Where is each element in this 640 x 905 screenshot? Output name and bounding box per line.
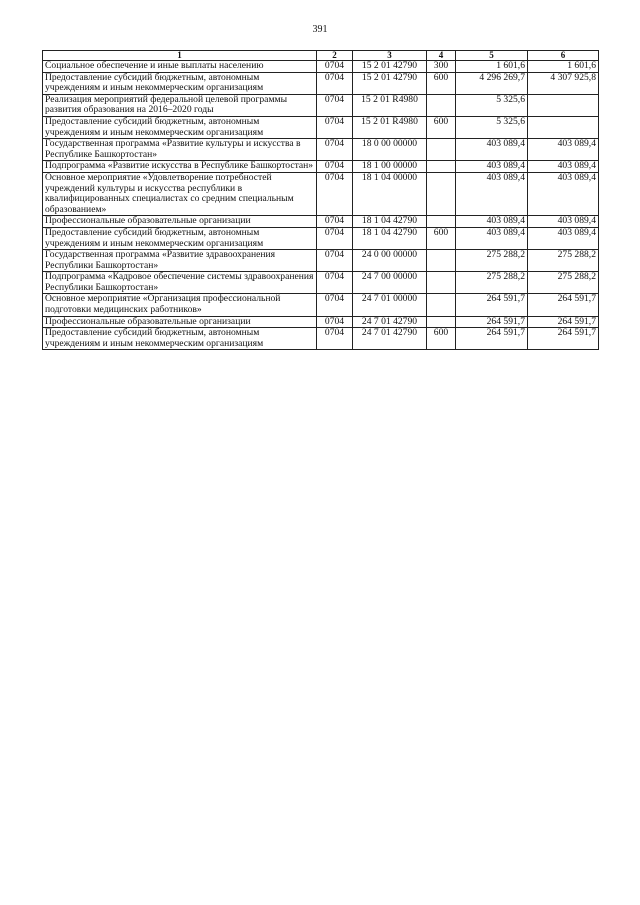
section-code-cell: 0704 xyxy=(317,161,353,173)
row-name-cell: Подпрограмма «Кадровое обеспечение системы здравоохранения Республики Башкортостан» xyxy=(43,272,317,294)
expense-type-cell xyxy=(427,216,456,228)
section-code-cell: 0704 xyxy=(317,250,353,272)
table-header-row xyxy=(43,51,599,61)
section-code-cell: 0704 xyxy=(317,216,353,228)
section-code-cell: 0704 xyxy=(317,316,353,328)
page-number: 391 xyxy=(312,24,328,35)
target-article-cell: 24 0 00 00000 xyxy=(353,250,427,272)
amount-col6-cell: 4 307 925,8 xyxy=(528,72,599,94)
expense-type-cell xyxy=(427,161,456,173)
column-header: 5 xyxy=(456,51,528,61)
amount-col6-cell: 403 089,4 xyxy=(528,172,599,215)
amount-col6-cell xyxy=(528,94,599,116)
amount-col5-cell: 5 325,6 xyxy=(456,116,528,138)
amount-col6-cell: 264 591,7 xyxy=(528,328,599,350)
table-row xyxy=(43,250,599,272)
row-name-cell: Предоставление субсидий бюджетным, автономным учреждениям и иным некоммерческим организациям xyxy=(43,72,317,94)
amount-col5-cell: 403 089,4 xyxy=(456,161,528,173)
amount-col6-cell: 403 089,4 xyxy=(528,161,599,173)
target-article-cell: 24 7 01 42790 xyxy=(353,328,427,350)
amount-col5-cell: 275 288,2 xyxy=(456,272,528,294)
row-name-cell: Государственная программа «Развитие культуры и искусства в Республике Башкортостан» xyxy=(43,139,317,161)
expense-type-cell xyxy=(427,250,456,272)
table-row xyxy=(43,328,599,350)
amount-col6-cell: 264 591,7 xyxy=(528,316,599,328)
column-header: 1 xyxy=(43,51,317,61)
table-row xyxy=(43,94,599,116)
expense-type-cell: 600 xyxy=(427,116,456,138)
table-row xyxy=(43,172,599,215)
expense-type-cell xyxy=(427,272,456,294)
expense-type-cell xyxy=(427,139,456,161)
row-name-cell: Основное мероприятие «Удовлетворение потребностей учреждений культуры и искусства республики в квалифицированных специалистах со средним специальным образованием» xyxy=(43,172,317,215)
table-row xyxy=(43,272,599,294)
target-article-cell: 18 1 04 42790 xyxy=(353,227,427,249)
row-name-cell: Реализация мероприятий федеральной целевой программы развития образования на 2016–2020 годы xyxy=(43,94,317,116)
row-name-cell: Предоставление субсидий бюджетным, автономным учреждениям и иным некоммерческим организациям xyxy=(43,227,317,249)
column-header: 4 xyxy=(427,51,456,61)
row-name-cell: Основное мероприятие «Организация профессиональной подготовки медицинских работников» xyxy=(43,294,317,316)
table-row xyxy=(43,61,599,73)
column-header: 2 xyxy=(317,51,353,61)
target-article-cell: 18 1 04 42790 xyxy=(353,216,427,228)
section-code-cell: 0704 xyxy=(317,139,353,161)
amount-col6-cell xyxy=(528,116,599,138)
amount-col5-cell: 264 591,7 xyxy=(456,316,528,328)
target-article-cell: 15 2 01 42790 xyxy=(353,72,427,94)
amount-col5-cell: 4 296 269,7 xyxy=(456,72,528,94)
target-article-cell: 18 1 04 00000 xyxy=(353,172,427,215)
row-name-cell: Предоставление субсидий бюджетным, автономным учреждениям и иным некоммерческим организациям xyxy=(43,116,317,138)
expense-type-cell xyxy=(427,94,456,116)
amount-col5-cell: 275 288,2 xyxy=(456,250,528,272)
section-code-cell: 0704 xyxy=(317,272,353,294)
expense-type-cell: 600 xyxy=(427,227,456,249)
amount-col6-cell: 264 591,7 xyxy=(528,294,599,316)
section-code-cell: 0704 xyxy=(317,172,353,215)
amount-col5-cell: 5 325,6 xyxy=(456,94,528,116)
target-article-cell: 24 7 00 00000 xyxy=(353,272,427,294)
expense-type-cell: 600 xyxy=(427,328,456,350)
section-code-cell: 0704 xyxy=(317,294,353,316)
row-name-cell: Профессиональные образовательные организации xyxy=(43,216,317,228)
amount-col6-cell: 1 601,6 xyxy=(528,61,599,73)
section-code-cell: 0704 xyxy=(317,328,353,350)
amount-col5-cell: 264 591,7 xyxy=(456,328,528,350)
row-name-cell: Предоставление субсидий бюджетным, автономным учреждениям и иным некоммерческим организациям xyxy=(43,328,317,350)
target-article-cell: 15 2 01 R4980 xyxy=(353,94,427,116)
row-name-cell: Государственная программа «Развитие здравоохранения Республики Башкортостан» xyxy=(43,250,317,272)
table-row xyxy=(43,139,599,161)
target-article-cell: 24 7 01 42790 xyxy=(353,316,427,328)
amount-col6-cell: 403 089,4 xyxy=(528,216,599,228)
section-code-cell: 0704 xyxy=(317,94,353,116)
amount-col5-cell: 264 591,7 xyxy=(456,294,528,316)
budget-table xyxy=(42,50,599,350)
section-code-cell: 0704 xyxy=(317,227,353,249)
amount-col6-cell: 275 288,2 xyxy=(528,272,599,294)
amount-col5-cell: 403 089,4 xyxy=(456,216,528,228)
row-name-cell: Профессиональные образовательные организации xyxy=(43,316,317,328)
amount-col5-cell: 1 601,6 xyxy=(456,61,528,73)
expense-type-cell xyxy=(427,294,456,316)
expense-type-cell: 300 xyxy=(427,61,456,73)
amount-col5-cell: 403 089,4 xyxy=(456,172,528,215)
target-article-cell: 15 2 01 R4980 xyxy=(353,116,427,138)
table-row xyxy=(43,72,599,94)
section-code-cell: 0704 xyxy=(317,116,353,138)
table-row xyxy=(43,316,599,328)
amount-col5-cell: 403 089,4 xyxy=(456,227,528,249)
target-article-cell: 24 7 01 00000 xyxy=(353,294,427,316)
amount-col5-cell: 403 089,4 xyxy=(456,139,528,161)
row-name-cell: Подпрограмма «Развитие искусства в Республике Башкортостан» xyxy=(43,161,317,173)
section-code-cell: 0704 xyxy=(317,61,353,73)
expense-type-cell xyxy=(427,316,456,328)
table-row xyxy=(43,161,599,173)
table-row xyxy=(43,227,599,249)
section-code-cell: 0704 xyxy=(317,72,353,94)
target-article-cell: 18 1 00 00000 xyxy=(353,161,427,173)
expense-type-cell xyxy=(427,172,456,215)
amount-col6-cell: 403 089,4 xyxy=(528,227,599,249)
target-article-cell: 18 0 00 00000 xyxy=(353,139,427,161)
expense-type-cell: 600 xyxy=(427,72,456,94)
table-row xyxy=(43,116,599,138)
target-article-cell: 15 2 01 42790 xyxy=(353,61,427,73)
column-header: 6 xyxy=(528,51,599,61)
table-row xyxy=(43,216,599,228)
amount-col6-cell: 403 089,4 xyxy=(528,139,599,161)
amount-col6-cell: 275 288,2 xyxy=(528,250,599,272)
column-header: 3 xyxy=(353,51,427,61)
row-name-cell: Социальное обеспечение и иные выплаты населению xyxy=(43,61,317,73)
table-row xyxy=(43,294,599,316)
